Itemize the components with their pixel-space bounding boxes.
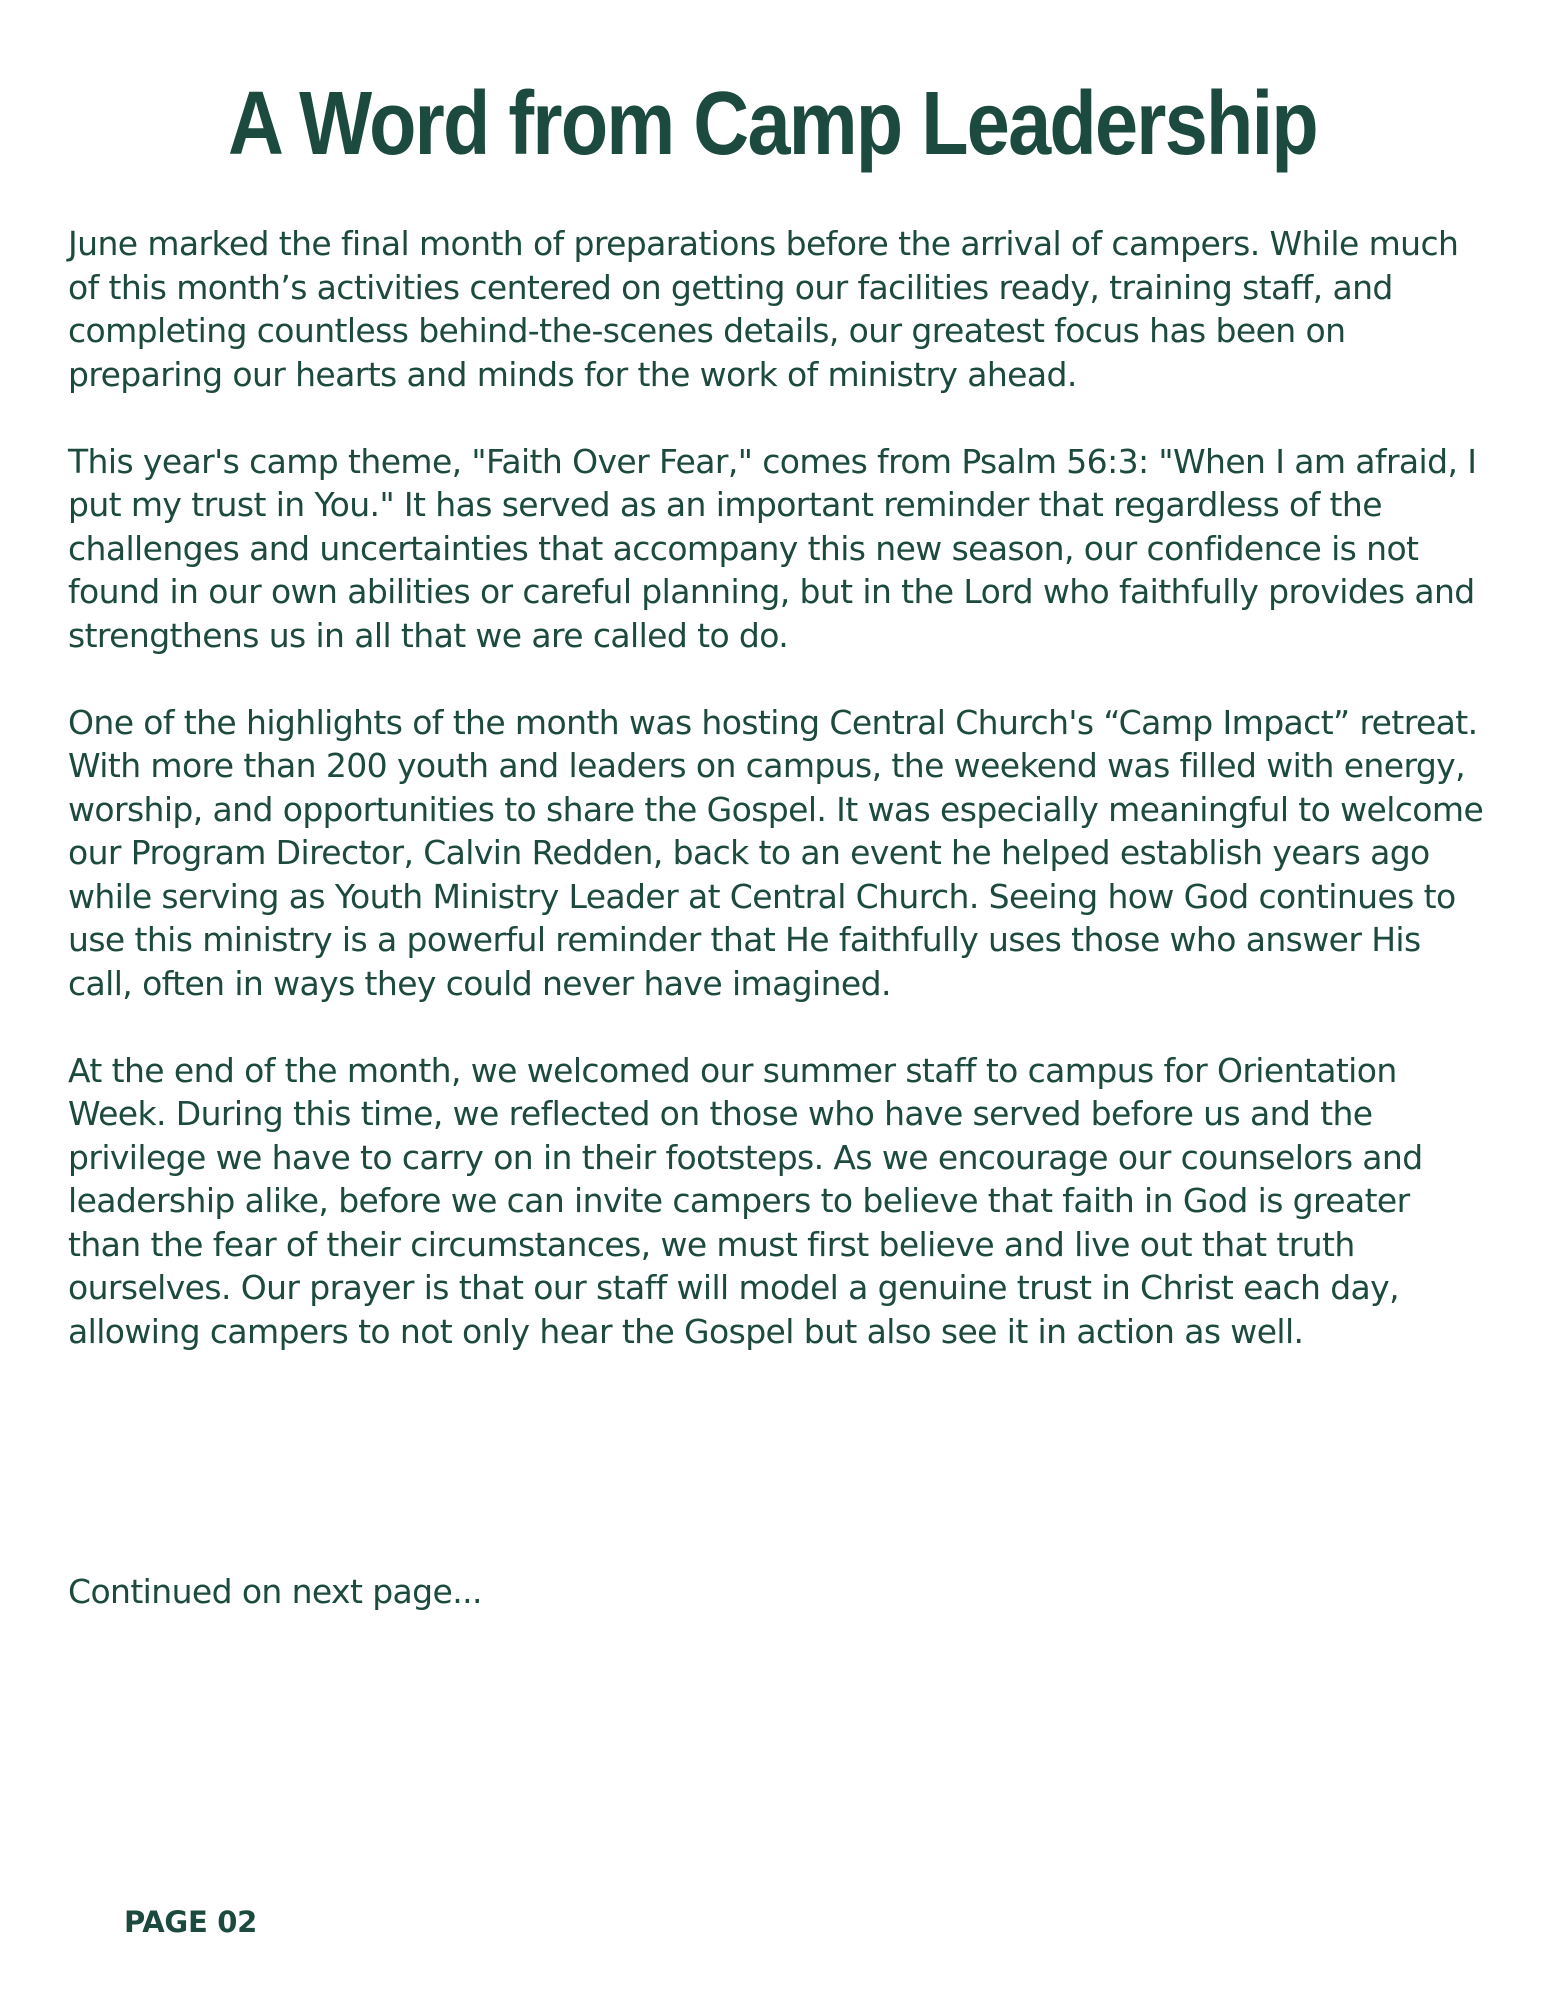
- paragraph-2: This year's camp theme, "Faith Over Fear," comes from Psalm 56:3: "When I am afraid, I put my trust in You." It has served as an important reminder that regardless of the challenges and uncertainties that accompany this new season, our confidence is not found in our own abilities or careful planning, but in the Lord who faithfully provides and strengthens us in all that we are called to do.: [68, 441, 1477, 655]
- paragraph-3: One of the highlights of the month was hosting Central Church's “Camp Impact” retreat. With more than 200 youth and leaders on campus, the weekend was filled with energy, worship, and opportunities to share the Gospel. It was especially meaningful to welcome our Program Director, Calvin Redden, back to an event he helped establish years ago while serving as Youth Ministry Leader at Central Church. Seeing how God continues to use this ministry is a powerful reminder that He faithfully uses those who answer His call, often in ways they could never have imagined.: [68, 702, 1484, 1003]
- page-title: A Word from Camp Leadership: [228, 74, 1317, 174]
- paragraph-1: June marked the final month of preparations before the arrival of campers. While much of this month’s activities centered on getting our facilities ready, training staff, and completing countless behind-the-scenes details, our greatest focus has been on preparing our hearts and minds for the work of ministry ahead.: [68, 224, 1459, 394]
- article-body: [68, 222, 1488, 1397]
- page-number: PAGE 02: [124, 1905, 258, 1939]
- paragraph-4: At the end of the month, we welcomed our summer staff to campus for Orientation Week. During this time, we reflected on those who have served before us and the privilege we have to carry on in their footsteps. As we encourage our counselors and leadership alike, before we can invite campers to believe that faith in God is greater than the fear of their circumstances, we must first believe and live out that truth ourselves. Our prayer is that our staff will model a genuine trust in Christ each day, allowing campers to not only hear the Gospel but also see it in action as well.: [68, 1050, 1423, 1351]
- continued-note: Continued on next page...: [68, 1572, 482, 1611]
